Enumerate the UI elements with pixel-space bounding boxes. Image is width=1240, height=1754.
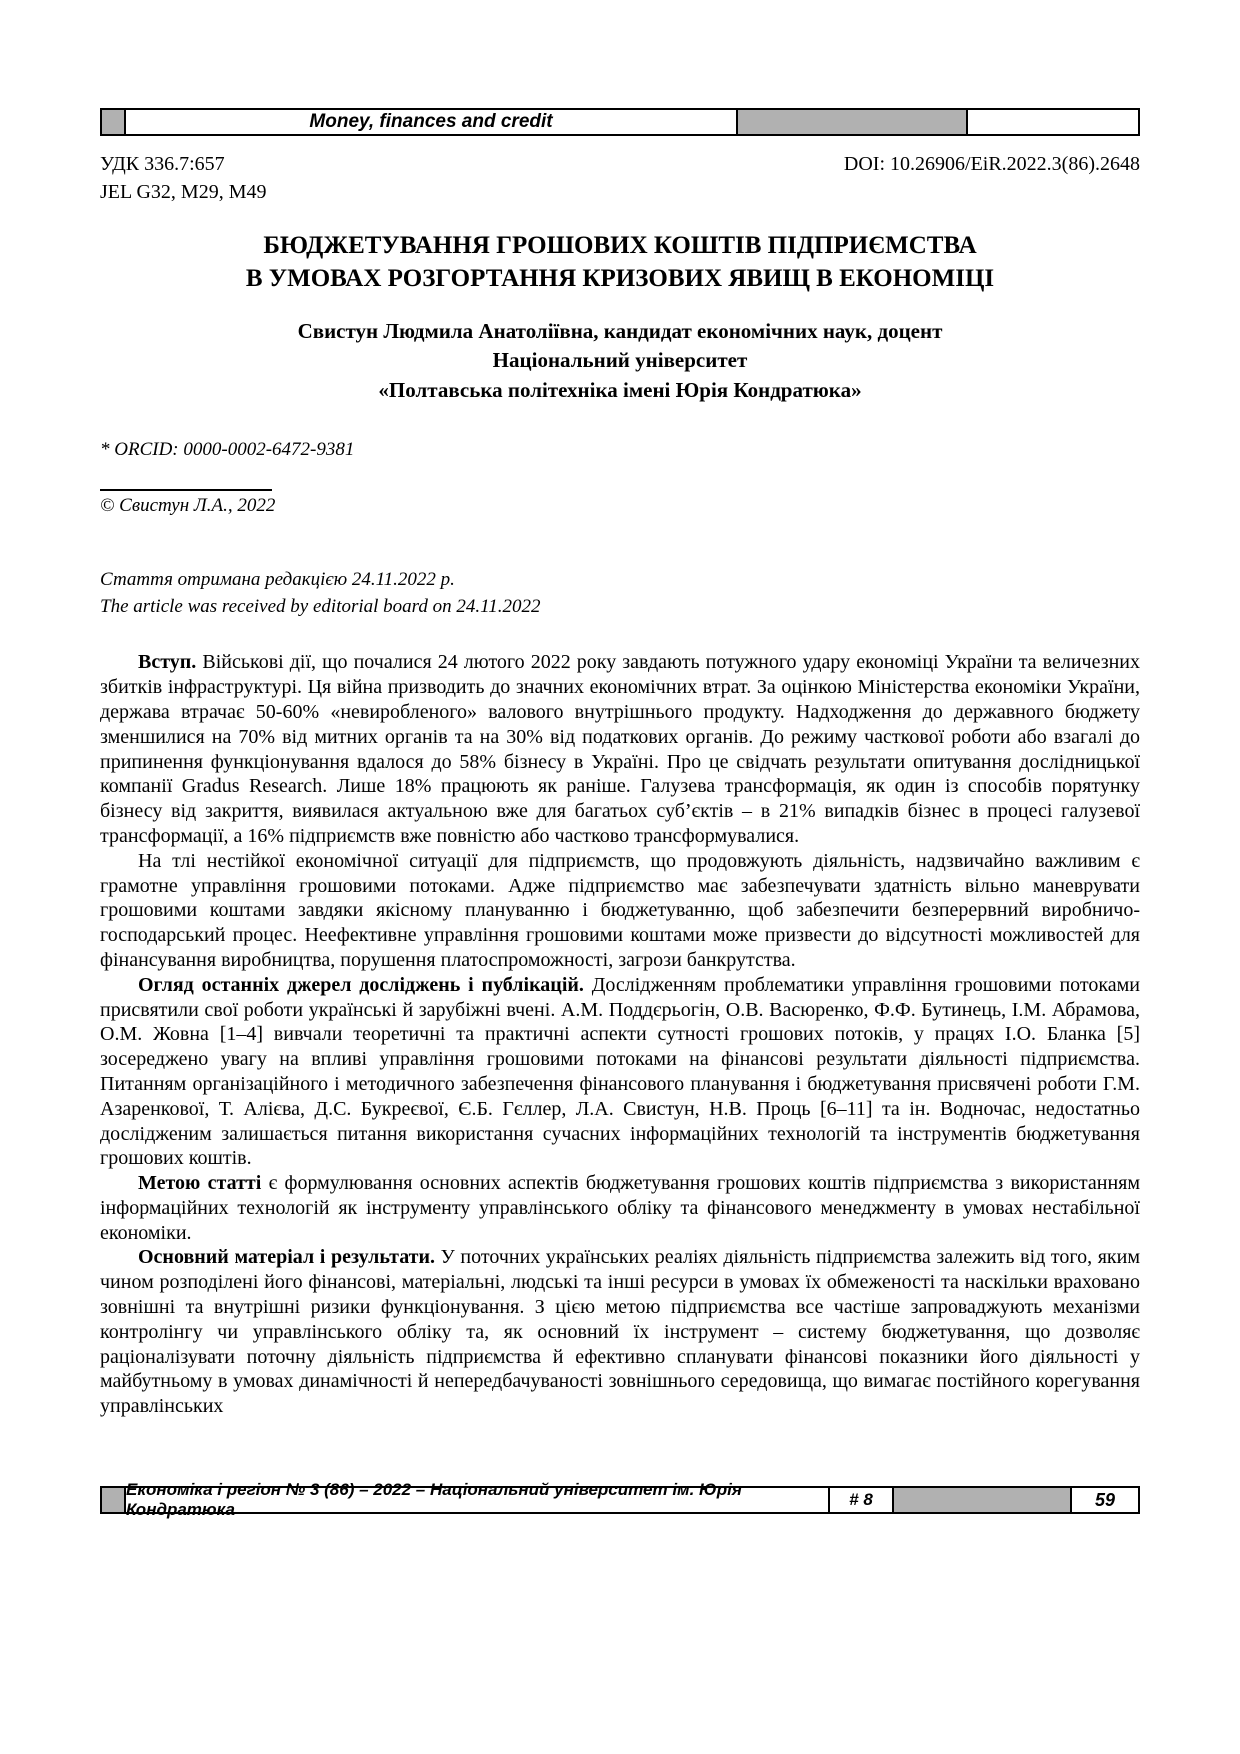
paragraph-literature-review <box>100 973 1140 1171</box>
paragraph-text: Військові дії, що почалися 24 лютого 2022 року завдають потужного удару економіці України та величезних збитків інфраструктурі. Ця війна призводить до значних економічних втрат. За оцінкою Міністерства економіки України, держава втрачає 50-60% «невиробленого» валового внутрішнього продукту. Надходження до державного бюджету зменшилися на 70% від митних органів та на 30% від податкових органів. До режиму часткової роботи або взагалі до припинення функціонування вдалося до 58% бізнесу в Україні. Про це свідчать результати опитування дослідницької компанії Gradus Research. Лише 18% працюють як раніше. Галузева трансформація, як один із способів порятунку бізнесу від закриття, виявилася актуальною вже для багатьох суб’єктів – в 21% випадків бізнес в процесі галузевої трансформації, а 16% підприємств вже повністю або частково трансформувалися. <box>100 651 1141 847</box>
author-name-degree: Свистун Людмила Анатоліївна, кандидат економічних наук, доцент <box>297 319 943 343</box>
doi: DOI: 10.26906/EiR.2022.3(86).2648 <box>843 153 1140 175</box>
header-blank-cell <box>968 110 1138 134</box>
article-title-line2: В УМОВАХ РОЗГОРТАННЯ КРИЗОВИХ ЯВИЩ В ЕКОНОМІЦІ <box>245 264 995 292</box>
article-body <box>100 650 1140 1419</box>
authors-block <box>100 317 1140 405</box>
received-date-uk: Стаття отримана редакцією 24.11.2022 р. <box>100 569 455 591</box>
udc-code: УДК 336.7:657 <box>100 153 225 175</box>
copyright-rule <box>100 489 272 491</box>
page-content <box>0 108 1240 1419</box>
page-number: 59 <box>1094 1489 1116 1510</box>
footer-gray-bar-left <box>102 1488 126 1512</box>
footer-journal-line: Економіка і регіон № 3 (86) – 2022 – Національний університет ім. Юрія Кондратюка <box>126 1480 742 1519</box>
received-date-en: The article was received by editorial board on 24.11.2022 <box>100 595 541 617</box>
header-gray-bar-left <box>102 110 126 134</box>
article-meta-row <box>100 150 1140 206</box>
footer-page-number-cell <box>1072 1488 1138 1512</box>
paragraph-text: На тлі нестійкої економічної ситуації для підприємств, що продовжують діяльність, надзвичайно важливим є грамотне управління грошовими потоками. Адже підприємство має забезпечувати здатність вільно маневрувати грошовими коштами завдяки якісному плануванню і бюджетуванню, щоб забезпечити безперервний виробничо-господарський процес. Неефективне управління грошовими коштами може призвести до відсутності можливостей для фінансування виробництва, порушення платоспроможності, загрози банкрутства. <box>100 849 1140 971</box>
paragraph-main-material <box>100 1245 1140 1419</box>
footer-gray-bar-right <box>894 1488 1072 1512</box>
author-affiliation-line1: Національний університет <box>492 348 748 373</box>
paragraph-text: У поточних українських реаліях діяльність підприємства залежить від того, яким чином розподілені його фінансові, матеріальні, людські та інші ресурси в умовах їх обмеженості та наскільки враховано зовнішні та внутрішні ризики функціонування. З цією метою підприємства все частіше запроваджують механізми контролінгу чи управлінського обліку та, як основний їх інструмент – систему бюджетування, що дозволяє раціоналізувати поточну діяльність підприємства й ефективно спланувати фінансові показники його діяльності у майбутньому в умовах динамічності й непередбачуваності зовнішнього середовища, що вимагає постійного корегування управлінських <box>100 1246 1141 1418</box>
section-title: Money, finances and credit <box>309 111 553 132</box>
header-gray-bar-right <box>738 110 968 134</box>
jel-codes: JEL G32, M29, M49 <box>100 181 267 203</box>
paragraph-lead: Вступ. <box>138 651 197 674</box>
section-title-cell <box>126 110 738 134</box>
article-title <box>100 230 1140 295</box>
paragraph-text: є формулювання основних аспектів бюджетування грошових коштів підприємства з використанням інформаційних технологій як інструменту управлінського обліку та фінансового менеджменту в умовах нестабільної економіки. <box>100 1172 1141 1244</box>
orcid-note: * ORCID: 0000-0002-6472-9381 <box>100 439 355 461</box>
copyright-line: © Свистун Л.А., 2022 <box>100 495 276 517</box>
page-footer-band <box>100 1480 1140 1519</box>
meta-left-column <box>100 150 266 206</box>
section-header-band <box>100 108 1140 136</box>
paragraph-lead: Основний матеріал і результати. <box>138 1246 436 1269</box>
footer-journal-cell <box>126 1480 830 1519</box>
paragraph-aim <box>100 1171 1140 1245</box>
author-affiliation-line2: «Полтавська політехніка імені Юрія Кондратюка» <box>378 377 862 402</box>
paragraph <box>100 849 1140 973</box>
article-title-line1: БЮДЖЕТУВАННЯ ГРОШОВИХ КОШТІВ ПІДПРИЄМСТВА <box>263 232 977 259</box>
paragraph-lead: Метою статті <box>138 1172 262 1195</box>
footer-issue-mark: # 8 <box>849 1490 873 1509</box>
paragraph-lead: Огляд останніх джерел досліджень і публікацій. <box>138 973 584 996</box>
received-block <box>100 567 1140 620</box>
paragraph-text: Дослідженням проблематики управління грошовими потоками присвятили свої роботи українські й зарубіжні вчені. А.М. Поддєрьогін, О.В. Васюренко, Ф.Ф. Бутинець, І.М. Абрамова, О.М. Жовна [1–4] вивчали теоретичні та практичні аспекти сутності грошових потоків, у працях І.О. Бланка [5] зосереджено увагу на впливі управління грошовими потоками на фінансові результати діяльності підприємства. Питанням організаційного і методичного забезпечення фінансового планування і бюджетування присвячені роботи Г.М. Азаренкової, Т. Алієва, Д.С. Букреєвої, Є.Б. Гєллер, Л.А. Свистун, Н.В. Проць [6–11] та ін. Водночас, недостатньо дослідженим залишається питання використання сучасних інформаційних технологій та інструментів бюджетування грошових коштів. <box>100 973 1141 1170</box>
paragraph-intro <box>100 650 1140 848</box>
footer-issue-mark-cell <box>830 1488 894 1512</box>
